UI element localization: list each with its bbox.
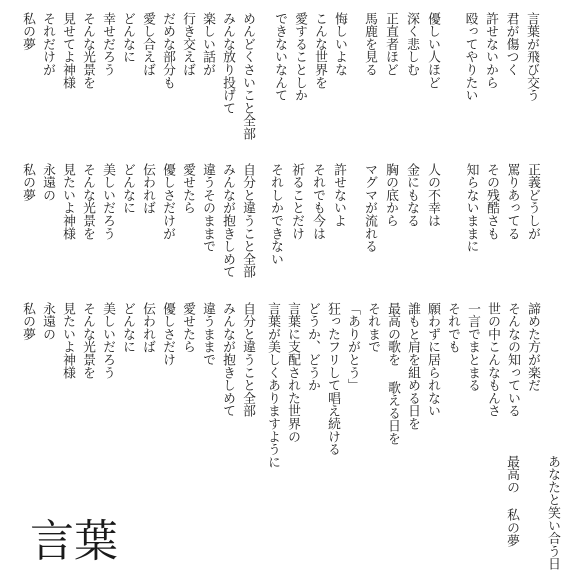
lyric-line: 優しさだけ <box>160 302 175 366</box>
lyric-line: 優しさだけが <box>160 163 175 240</box>
lyric-line: 馬鹿を見る <box>362 12 377 76</box>
lyric-line: 愛し合えば <box>140 12 155 76</box>
lyric-line: 言葉が飛び交う <box>524 12 539 102</box>
lyric-line: 金にもなる <box>404 163 419 227</box>
lyric-line: 伝われば <box>140 163 155 215</box>
lyric-line: 違うままで <box>200 302 215 366</box>
lyric-line: 幸せだろう <box>100 12 115 76</box>
lyric-line: それまで <box>365 302 380 354</box>
lyric-line: 愛せたら <box>180 163 195 215</box>
lyric-line: 諦めた方が楽だ <box>525 302 540 392</box>
lyric-line: 愛することしか <box>292 12 307 102</box>
lyric-line: 違うそのままで <box>200 163 215 253</box>
lyric-line: 「ありがとう」 <box>345 302 360 392</box>
lyric-line: 深く悲しむ <box>404 12 419 76</box>
lyric-line: そんな光景を <box>80 302 95 379</box>
lyric-line: 最高の 私の夢 <box>504 455 519 547</box>
lyric-line: 悔しいよな <box>332 12 347 76</box>
lyric-line: その残酷さも <box>484 163 499 240</box>
lyric-line: どんなに <box>120 302 135 354</box>
lyric-line: 見たいよ神様 <box>60 302 75 379</box>
lyric-line: みんなが抱きしめて <box>220 163 235 279</box>
lyric-line: 願わずに居られない <box>425 302 440 418</box>
lyric-line: 私の夢 <box>20 12 35 51</box>
lyric-line: そんなの知っている <box>505 302 520 418</box>
lyric-line: 人の不幸は <box>425 163 440 227</box>
lyric-line: 胸の底から <box>383 163 398 227</box>
lyric-line: こんな世界を <box>312 12 327 89</box>
lyric-line: 永遠の <box>40 302 55 341</box>
lyric-line: 言葉が美しくありますように <box>265 302 280 469</box>
lyric-line: 美しいだろう <box>100 163 115 240</box>
lyric-line: 誰もと肩を組める日を <box>405 302 420 430</box>
lyric-line: 言葉に支配された世界の <box>285 302 300 443</box>
lyric-line: 世の中こんなもんさ <box>485 302 500 418</box>
lyric-line: めんどくさいこと全部 <box>240 12 255 140</box>
lyric-line: そんな光景を <box>80 12 95 89</box>
lyric-line: あなたと笑い合う日 <box>545 455 560 571</box>
lyric-line: どうか、どうか <box>305 302 320 392</box>
lyric-line: 行き交えば <box>180 12 195 76</box>
lyric-line: 一言でまとまる <box>465 302 480 392</box>
lyric-line: それしかできない <box>268 163 283 266</box>
lyric-line: 狂ったフリして唱え続ける <box>325 302 340 456</box>
lyric-line: 優しい人ほど <box>425 12 440 89</box>
lyric-line: 祈ることだけ <box>289 163 304 240</box>
lyric-line: それだけが <box>40 12 55 76</box>
lyric-line: マグマが流れる <box>362 163 377 253</box>
lyric-line: 楽しい話が <box>200 12 215 76</box>
lyric-line: 最高の歌を 歌える日を <box>385 302 400 445</box>
lyric-line: 許せないから <box>483 12 498 89</box>
lyric-line: 正義どうしが <box>525 163 540 240</box>
lyric-line: それでも <box>445 302 460 354</box>
page-title: 言葉 <box>30 516 118 567</box>
lyric-line: 永遠の <box>40 163 55 202</box>
lyric-line: 罵りあってる <box>504 163 520 240</box>
lyric-line: どんなに <box>120 12 135 64</box>
lyric-line: 私の夢 <box>20 163 35 202</box>
lyric-line: そんな光景を <box>80 163 95 240</box>
lyric-line: みんな放り投げて <box>220 12 235 115</box>
lyric-line: それでも今は <box>310 163 325 240</box>
lyric-line: 君が傷つく <box>503 12 519 76</box>
lyric-line: 正直者ほど <box>383 12 398 76</box>
lyric-line: 見せてよ神様 <box>60 12 75 89</box>
lyric-line: 自分と違うこと全部 <box>240 163 255 279</box>
lyric-line: 見たいよ神様 <box>60 163 75 240</box>
lyric-line: 殴ってやりたい <box>462 12 478 102</box>
lyric-line: どんなに <box>120 163 135 215</box>
lyric-line: 自分と違うこと全部 <box>240 302 255 418</box>
lyric-line: 私の夢 <box>20 302 35 341</box>
lyric-line: 愛せたら <box>180 302 195 354</box>
lyric-line: できないなんて <box>272 12 287 102</box>
lyric-line: 美しいだろう <box>100 302 115 379</box>
lyric-line: 伝われば <box>140 302 155 354</box>
lyric-line: みんなが抱きしめて <box>220 302 235 418</box>
lyric-line: だめな部分も <box>160 12 175 89</box>
lyric-line: 許せないよ <box>331 163 346 227</box>
lyric-line: 知らないままに <box>463 163 479 253</box>
